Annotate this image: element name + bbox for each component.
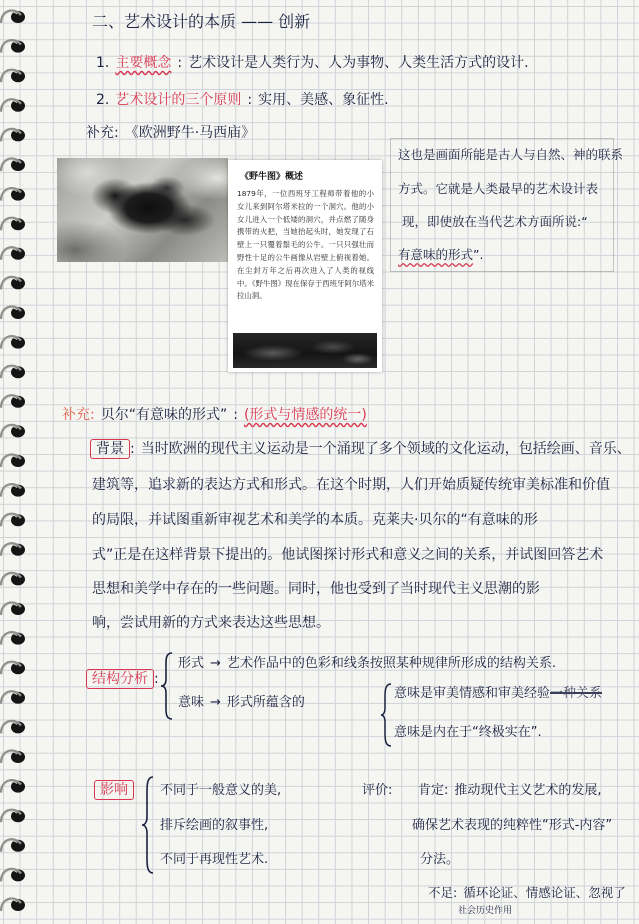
- supplement-2-text: 贝尔“有意味的形式”: [100, 407, 228, 423]
- background-label: 背景: [90, 439, 130, 459]
- point-2-number: 2.: [96, 92, 110, 108]
- supplement-1-text: 《欧洲野牛·马西庙》: [124, 125, 256, 141]
- supplement-2-colon: :: [233, 407, 238, 423]
- spiral-ring: [1, 247, 25, 259]
- point-2-line: [96, 91, 389, 109]
- meaning-item-struck: 一种关系: [550, 686, 603, 701]
- clipping-card: [228, 160, 382, 372]
- supplement-2-note: (形式与情感的统一): [243, 407, 367, 423]
- spiral-ring: [1, 366, 25, 378]
- structure-colon: :: [154, 671, 159, 687]
- form-term: 形式: [178, 656, 205, 671]
- structure-label-wrap: [86, 670, 159, 688]
- spiral-ring: [1, 632, 25, 644]
- spiral-ring: [1, 899, 25, 911]
- spiral-ring: [1, 780, 25, 792]
- meaning-brace: [380, 683, 392, 747]
- structure-meaning-line: [178, 694, 305, 712]
- evaluation-positive-first-line: [418, 782, 602, 800]
- evaluation-positive-line: 推动现代主义艺术的发展,: [454, 783, 602, 798]
- spiral-ring: [1, 839, 25, 851]
- clipping-photo: [233, 333, 377, 368]
- side-note-line: 方式。它就是人类最早的艺术设计表: [398, 181, 599, 196]
- spiral-ring: [1, 869, 25, 881]
- spiral-ring: [1, 751, 25, 763]
- spiral-ring: [1, 307, 25, 319]
- evaluation-positive-line: 确保艺术表现的纯粹性“形式-内容”: [412, 818, 613, 833]
- spiral-ring: [1, 40, 25, 52]
- spiral-ring: [1, 188, 25, 200]
- background-line: 式”正是在这样背景下提出的。他试图探讨形式和意义之间的关系，并试图回答艺术: [92, 547, 604, 563]
- form-arrow: →: [210, 656, 221, 671]
- evaluation-negative-text: 循环论证、情感论证、忽视了: [463, 885, 626, 900]
- background-line: 响，尝试用新的方式来表达这些思想。: [92, 615, 330, 631]
- point-1-number: 1.: [96, 55, 110, 71]
- point-1-label: 主要概念: [115, 55, 172, 71]
- spiral-ring: [1, 691, 25, 703]
- point-2-colon: :: [247, 92, 253, 108]
- spiral-ring: [1, 603, 25, 615]
- point-1-text: 艺术设计是人类行为、人为事物、人类生活方式的设计.: [188, 55, 529, 71]
- point-2-label: 艺术设计的三个原则: [115, 92, 242, 108]
- influence-item: 不同于一般意义的美,: [160, 783, 282, 798]
- spiral-ring: [1, 573, 25, 585]
- meaning-item-text: 意味是审美情感和审美经验: [394, 686, 551, 701]
- structure-label: 结构分析: [86, 669, 154, 689]
- spiral-ring: [1, 99, 25, 111]
- spiral-ring: [1, 218, 25, 230]
- supplement-1-line: [86, 124, 255, 142]
- spiral-ring: [1, 543, 25, 555]
- evaluation-negative-label: 不足:: [428, 885, 458, 900]
- spiral-ring: [1, 395, 25, 407]
- background-line: 思想和美学中存在的一些问题。同时，他也受到了当时现代主义思潮的影: [92, 581, 540, 597]
- meaning-item: [394, 685, 602, 703]
- spiral-ring: [1, 662, 25, 674]
- supplement-2-line: [62, 406, 367, 424]
- spiral-ring: [1, 129, 25, 141]
- influence-item: 排斥绘画的叙事性,: [160, 818, 269, 833]
- point-2-text: 实用、美感、象征性.: [258, 92, 389, 108]
- supplement-2-label: 补充:: [62, 407, 95, 423]
- meaning-item: 意味是内在于“终极实在”.: [394, 725, 542, 740]
- meaning-definition: 形式所蕴含的: [226, 695, 305, 710]
- evaluation-negative-line: [428, 884, 626, 902]
- clipping-title: 《野牛图》概述: [240, 172, 304, 182]
- spiral-ring: [1, 721, 25, 733]
- spiral-ring: [1, 11, 25, 23]
- spiral-ring: [1, 277, 25, 289]
- spiral-ring: [1, 484, 25, 496]
- spiral-ring: [1, 425, 25, 437]
- meaning-term: 意味: [178, 695, 205, 710]
- side-note-line: 现，即使放在当代艺术方面所说:“: [402, 214, 588, 229]
- spiral-ring: [1, 336, 25, 348]
- point-1-line: [96, 54, 529, 72]
- structure-form-line: [178, 655, 556, 673]
- background-line: 建筑等，追求新的表达方式和形式。在这个时期，人们开始质疑传统审美标准和价值: [92, 477, 610, 493]
- background-line: 的局限，并试图重新审视艺术和美学的本质。克莱夫·贝尔的“有意味的形: [92, 512, 538, 528]
- influence-label-wrap: [94, 781, 134, 799]
- spiral-ring: [1, 514, 25, 526]
- side-note-end: ”.: [473, 247, 484, 262]
- page-title: 二、艺术设计的本质 —— 创新: [92, 12, 311, 31]
- spiral-binding: [0, 0, 38, 924]
- meaning-arrow: →: [210, 695, 221, 710]
- side-note-highlight: 有意味的形式: [398, 247, 474, 262]
- background-line: 当时欧洲的现代主义运动是一个涌现了多个领域的文化运动，包括绘画、音乐、: [140, 441, 631, 457]
- evaluation-label: 评价:: [362, 783, 393, 798]
- background-first-line: [90, 440, 631, 458]
- clipping-body: 1879年，一位西班牙工程师带着他的小女儿来到阿尔塔米拉的一个洞穴。他的小女儿进入一个低矮的洞穴，并点燃了随身携带的火把，当她抬起头时，她发现了石壁上一只覆着鬃毛的公牛。一只只强壮而野性十足的公牛画像从岩壁上俯视着她。在尘封万年之后再次进入了人类的视线中。《野牛图》现在保存于西班牙阿尔塔米拉山洞。: [237, 189, 374, 301]
- spiral-ring: [1, 70, 25, 82]
- side-note-line: 这也是画面所能是古人与自然、神的联系: [398, 147, 624, 162]
- spiral-ring: [1, 810, 25, 822]
- evaluation-positive-label: 肯定:: [418, 783, 449, 798]
- background-colon: :: [130, 441, 135, 457]
- evaluation-negative-note: 社会历史作用: [458, 906, 513, 916]
- supplement-1-label: 补充:: [86, 125, 119, 141]
- evaluation-positive-line: 分法。: [420, 852, 460, 867]
- form-definition: 艺术作品中的色彩和线条按照某种规律所形成的结构关系.: [226, 656, 557, 671]
- influence-label: 影响: [94, 780, 134, 800]
- side-note-last-line: [398, 246, 483, 264]
- influence-brace: [141, 776, 155, 874]
- cave-painting-photo: [57, 158, 228, 262]
- spiral-ring: [1, 159, 25, 171]
- point-1-colon: :: [177, 55, 183, 71]
- spiral-ring: [1, 455, 25, 467]
- structure-brace: [160, 652, 174, 720]
- influence-item: 不同于再现性艺术.: [160, 852, 269, 867]
